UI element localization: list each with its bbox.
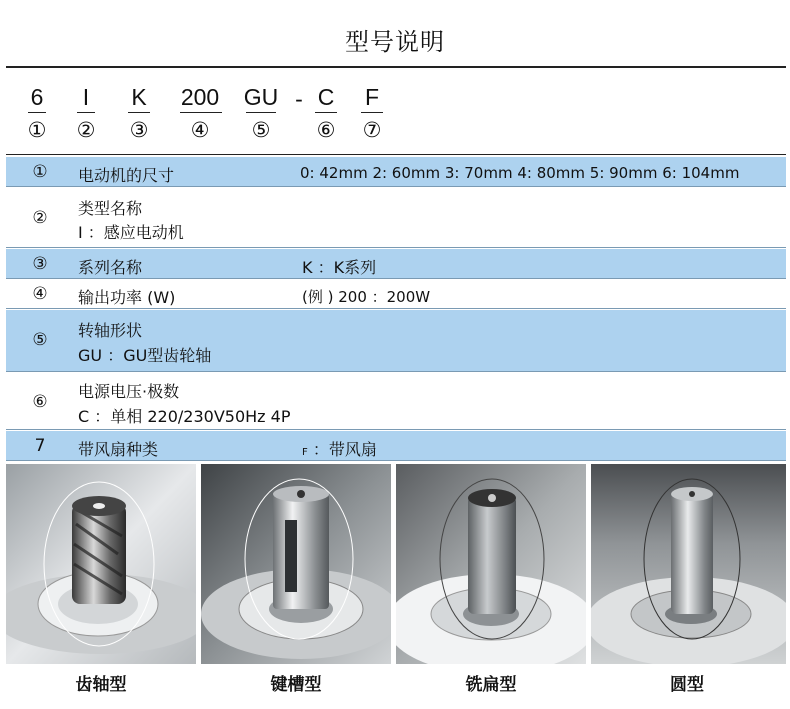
code-num-1: ① [27, 118, 47, 142]
page-title: 型号说明 [345, 28, 445, 56]
row-label: 电源电压·极数 [78, 382, 180, 401]
caption-flat-shaft: 铣扁型 [465, 675, 517, 695]
row-label: 电动机的尺寸 [78, 166, 175, 185]
code-char-6: C [306, 84, 346, 113]
code-num-2: ② [76, 118, 96, 142]
row-value-wrap [302, 437, 377, 460]
code-char-4: 200 [180, 84, 220, 113]
top-divider [6, 66, 786, 68]
spec-row-series [6, 249, 786, 279]
row-number: 7 [34, 436, 46, 456]
table-top-divider [6, 154, 786, 155]
code-char-2: I [66, 84, 106, 113]
round-shaft-photo [591, 464, 786, 664]
row-sub: I ：感应电动机 [78, 223, 184, 242]
code-char-1: 6 [17, 84, 57, 113]
caption-gear-shaft: 齿轴型 [75, 675, 127, 695]
row-value: K ：K系列 [302, 258, 377, 277]
row-number: ⑥ [32, 392, 48, 412]
spec-row-fan [6, 431, 786, 461]
code-char-3: K [119, 84, 159, 113]
code-num-3: ③ [129, 118, 149, 142]
caption-keyway-shaft: 键槽型 [270, 675, 322, 695]
code-num-4: ④ [190, 118, 210, 142]
row-sub: C ：单相 220/230V50Hz 4P [78, 407, 291, 426]
row-value-prefix: F [302, 447, 308, 458]
spec-row-type [6, 188, 786, 248]
spec-row-voltage [6, 373, 786, 430]
row-number: ② [32, 208, 48, 228]
code-dash: - [295, 86, 303, 112]
flat-shaft-photo [396, 464, 586, 664]
spec-row-power [6, 280, 786, 309]
row-value: 0: 42mm 2: 60mm 3: 70mm 4: 80mm 5: 90mm 6: 104mm [300, 164, 740, 182]
gear-shaft-photo [6, 464, 196, 664]
row-label: 类型名称 [78, 199, 143, 218]
row-number: ⑤ [32, 330, 48, 350]
spec-row-shaft [6, 310, 786, 372]
row-label: 带风扇种类 [78, 440, 159, 459]
code-num-6: ⑥ [316, 118, 336, 142]
row-number: ④ [32, 284, 48, 304]
shaft-photos [6, 464, 786, 664]
code-num-7: ⑦ [362, 118, 382, 142]
code-char-7: F [352, 84, 392, 113]
caption-round-shaft: 圆型 [670, 675, 704, 695]
code-char-5: GU [241, 84, 281, 113]
row-sub: GU ：GU型齿轮轴 [78, 346, 212, 365]
keyway-shaft-photo [201, 464, 391, 664]
code-num-5: ⑤ [251, 118, 271, 142]
row-value: ：带风扇 [312, 440, 377, 459]
spec-row-size [6, 157, 786, 187]
row-number: ① [32, 162, 48, 182]
row-label: 系列名称 [78, 258, 143, 277]
row-value: (例 ) 200 ：200W [302, 288, 431, 306]
row-number: ③ [32, 254, 48, 274]
row-label: 输出功率 (W) [78, 288, 176, 307]
row-label: 转轴形状 [78, 321, 143, 340]
